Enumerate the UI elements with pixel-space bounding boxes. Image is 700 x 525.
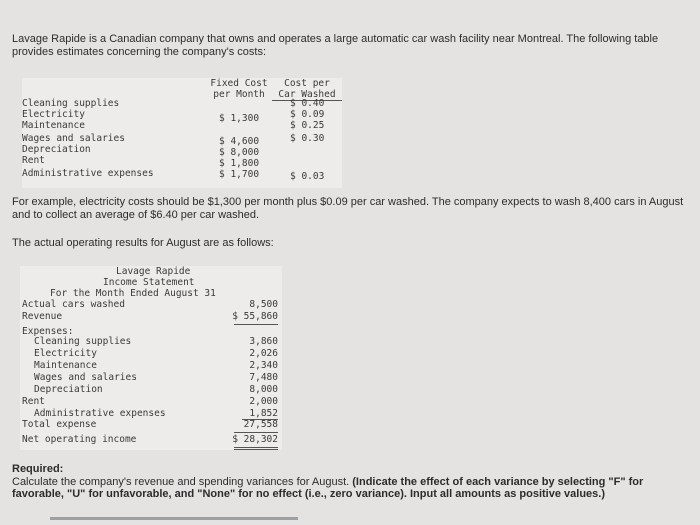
intro-paragraph: Lavage Rapide is a Canadian company that owns and operates a large automatic car wash facility near Montreal. The following table provides estimates concerning the company's costs: (12, 33, 659, 58)
cost-row-wages: Wages and salaries $ 4,600 $ 0.30 (22, 133, 325, 147)
cost-row-electricity: Electricity $ 1,300 $ 0.09 (22, 109, 325, 124)
income-statement (20, 266, 282, 450)
expense-row-administrative: Administrative expenses 1,852 (34, 408, 278, 419)
cost-row-administrative: Administrative expenses $ 1,700 $ 0.03 (22, 168, 325, 182)
expense-row-rent: Rent 2,000 (22, 396, 278, 407)
cost-estimates-table (22, 78, 342, 188)
net-income-row: Net operating income $ 28,302 (22, 434, 278, 445)
revenue-row: Revenue $ 55,860 (22, 311, 278, 322)
income-statement-title: Lavage Rapide (116, 266, 191, 277)
total-expense-row: Total expense 27,558 (22, 419, 278, 430)
expense-row-depreciation: Depreciation 8,000 (34, 384, 278, 395)
expense-row-electricity: Electricity 2,026 (34, 348, 278, 359)
cost-row-cleaning: Cleaning supplies $ 0.40 (22, 98, 325, 109)
cost-row-rent: Rent $ 1,800 (22, 155, 260, 169)
expense-row-cleaning: Cleaning supplies 3,860 (34, 336, 278, 347)
actual-results-intro: The actual operating results for August are as follows: (12, 237, 274, 249)
variable-cost-header: Cost per Car Washed (272, 78, 342, 101)
expenses-header-row: Expenses: (22, 326, 74, 337)
cost-row-maintenance: Maintenance $ 0.25 (22, 120, 325, 131)
cost-row-depreciation: Depreciation $ 8,000 (22, 144, 260, 158)
required-label: Required: (12, 463, 64, 475)
expense-row-wages: Wages and salaries 7,480 (34, 372, 278, 383)
fixed-cost-header: Fixed Cost per Month (210, 78, 268, 100)
bottom-scroll-indicator (50, 517, 298, 520)
required-note: (Indicate the effect of each variance by selecting "F" for favorable, "U" for unfavorable, and "None" for no effect (i.e., zero variance). Input all amounts as positive values.) (12, 475, 644, 500)
expense-row-maintenance: Maintenance 2,340 (34, 360, 278, 371)
total-underline (234, 432, 278, 433)
income-statement-period: For the Month Ended August 31 (50, 288, 216, 299)
actual-cars-row: Actual cars washed 8,500 (22, 299, 278, 310)
revenue-underline (234, 324, 278, 325)
required-section (12, 463, 697, 501)
net-underline-2 (234, 449, 278, 450)
net-underline-1 (234, 447, 278, 448)
income-statement-subtitle: Income Statement (103, 277, 195, 288)
required-text: Calculate the company's revenue and spending variances for August. (12, 475, 350, 488)
example-paragraph: For example, electricity costs should be $1,300 per month plus $0.09 per car washed. The company expects to wash 8,400 cars in August and to collect an average of $6.40 per car washed. (12, 196, 684, 221)
